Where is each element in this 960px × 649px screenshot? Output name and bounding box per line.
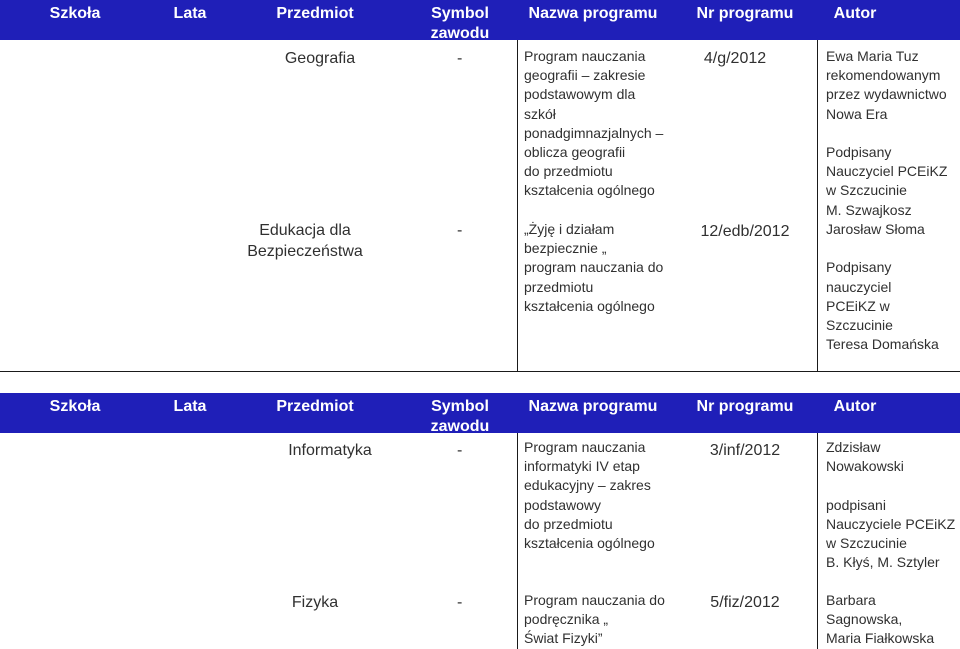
table1-divider-autor	[817, 40, 818, 371]
table2-header	[0, 393, 960, 433]
table2-divider-autor	[817, 433, 818, 649]
header2-lata: Lata	[173, 398, 207, 415]
row-fizyka-nr: 5/fiz/2012	[710, 594, 780, 611]
header2-autor: Autor	[833, 398, 877, 415]
row-geografia-symbol: -	[457, 50, 463, 67]
header-przedmiot: Przedmiot	[276, 5, 354, 22]
row-informatyka-nazwa: Program nauczania informatyki IV etap edukacyjny – zakres podstawowy do przedmiotu kształcenia ogólnego	[524, 439, 655, 552]
row-edb-przedmiot: Edukacja dla Bezpieczeństwa	[247, 222, 363, 260]
row-geografia-nr: 4/g/2012	[703, 50, 767, 67]
row-informatyka-symbol: -	[457, 442, 463, 459]
header-nr: Nr programu	[696, 5, 794, 22]
row-edb-symbol: -	[457, 222, 463, 239]
row-edb-nazwa: „Żyję i działam bezpiecznie „ program nauczania do przedmiotu kształcenia ogólnego	[524, 221, 664, 314]
row-informatyka-przedmiot: Informatyka	[288, 442, 372, 459]
header-symbol: Symbol zawodu	[430, 5, 490, 42]
table1-bottom-line	[0, 371, 960, 372]
row-fizyka-przedmiot: Fizyka	[291, 594, 339, 611]
header2-przedmiot: Przedmiot	[276, 398, 354, 415]
table1-divider-nazwa	[517, 40, 518, 371]
row-informatyka-autor: Zdzisław Nowakowski podpisani Nauczyciele PCEiKZ w Szczucinie B. Kłyś, M. Sztyler	[826, 439, 956, 571]
header-szkola: Szkoła	[49, 5, 101, 22]
row-edb-nr: 12/edb/2012	[700, 223, 790, 240]
row-geografia-nazwa: Program nauczania geografii – zakresie podstawowym dla szkół ponadgimnazjalnych – oblicza geografii do przedmiotu kształcenia ogólnego	[524, 48, 664, 199]
table1-header	[0, 0, 960, 40]
row-edb-autor: Jarosław Słoma Podpisany nauczyciel PCEiKZ w Szczucinie Teresa Domańska	[826, 221, 939, 353]
header2-nr: Nr programu	[696, 398, 794, 415]
row-fizyka-nazwa: Program nauczania do podręcznika „ Świat Fizyki”	[524, 592, 665, 647]
header2-szkola: Szkoła	[49, 398, 101, 415]
table2-divider-nazwa	[517, 433, 518, 649]
header2-symbol: Symbol zawodu	[430, 398, 490, 435]
header-autor: Autor	[833, 5, 877, 22]
row-geografia-autor: Ewa Maria Tuz rekomendowanym przez wydawnictwo Nowa Era Podpisany Nauczyciel PCEiKZ w Szczucinie M. Szwajkosz	[826, 48, 948, 218]
header-nazwa: Nazwa programu	[528, 5, 658, 22]
row-informatyka-nr: 3/inf/2012	[709, 442, 781, 459]
header2-nazwa: Nazwa programu	[528, 398, 658, 415]
header-lata: Lata	[173, 5, 207, 22]
row-fizyka-autor: Barbara Sagnowska, Maria Fiałkowska	[826, 592, 935, 647]
row-fizyka-symbol: -	[457, 594, 463, 611]
row-geografia-przedmiot: Geografia	[284, 50, 356, 67]
